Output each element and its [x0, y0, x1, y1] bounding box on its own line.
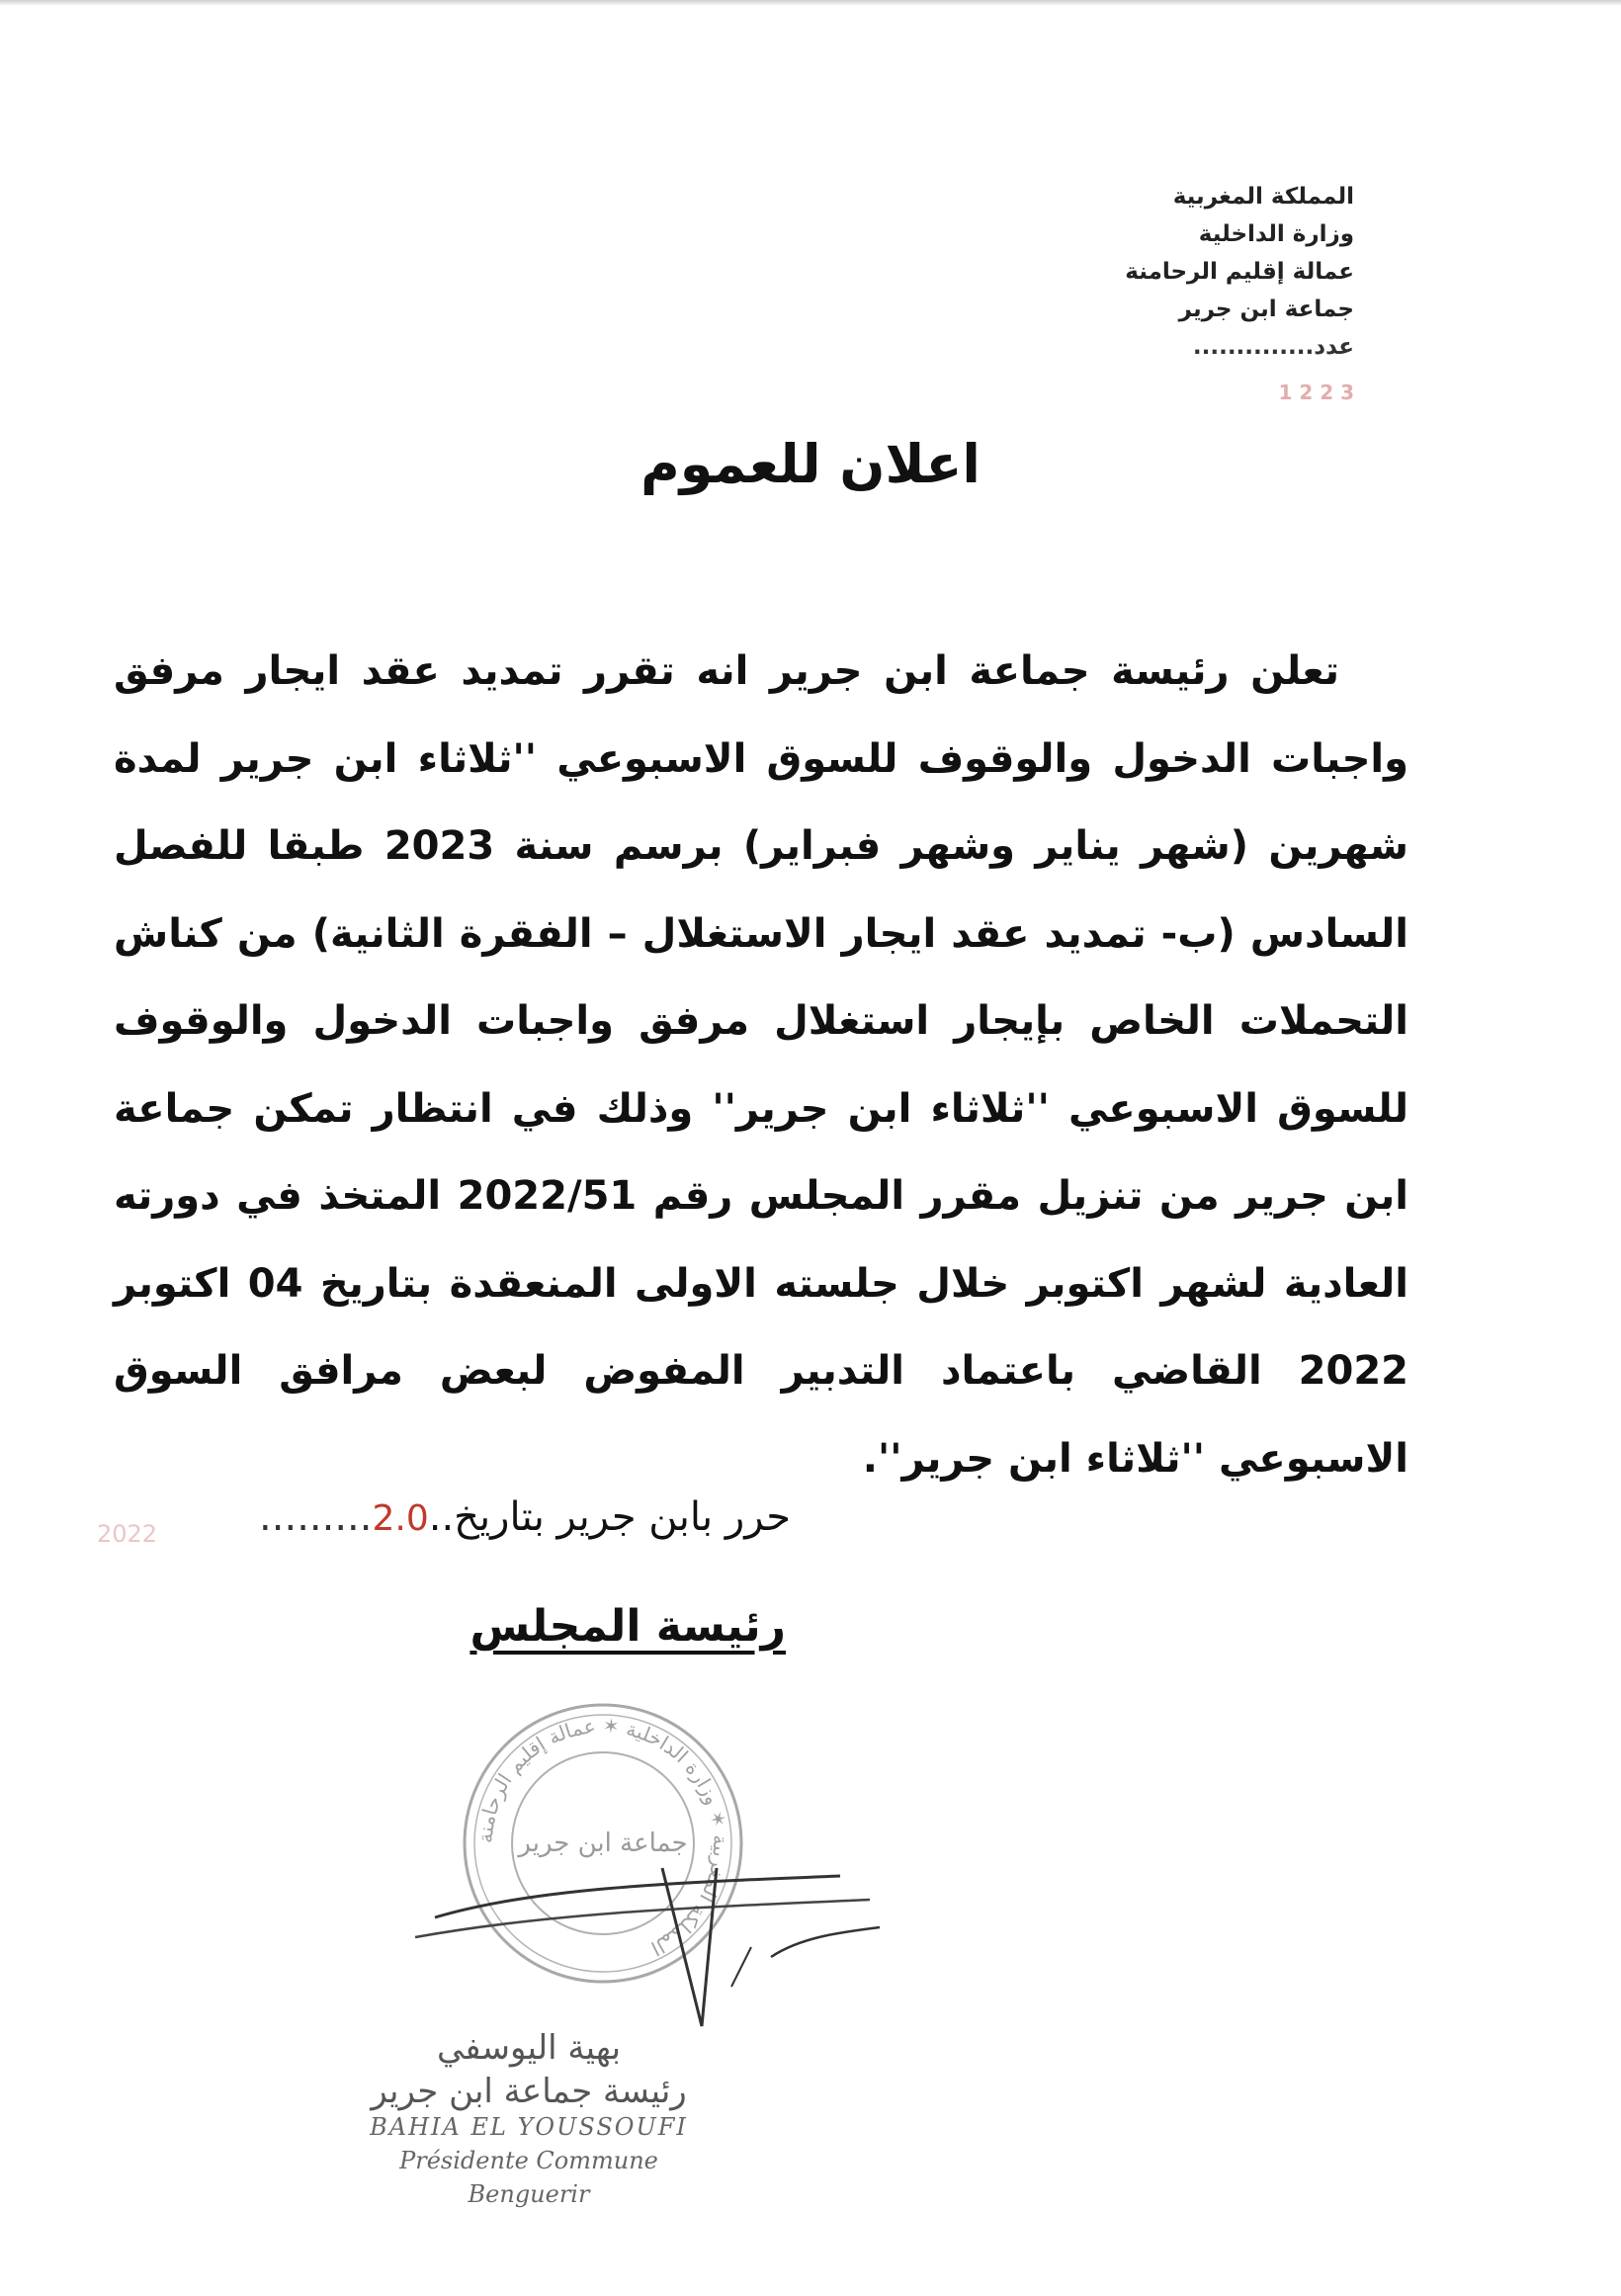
name-stamp [341, 2026, 717, 2113]
announcement-paragraph: تعلن رئيسة جماعة ابن جرير انه تقرر تمديد عقد ايجار مرفق واجبات الدخول والوقوف للسوق الاسبوعي ''ثلاثاء ابن جرير لمدة شهرين (شهر يناير وشهر فبراير) برسم سنة 2023 طبقا للفصل السادس (ب- تمديد عقد ايجار الاستغلال – الفقرة الثانية) من كناش التحملات الخاص بإيجار استغلال مرفق واجبات الدخول والوقوف للسوق الاسبوعي ''ثلاثاء ابن جرير'' وذلك في انتظار تمكن جماعة ابن جرير من تنزيل مقرر المجلس رقم 2022/51 المتخذ في دورته العادية لشهر اكتوبر خلال جلسته الاولى المنعقدة بتاريخ 04 اكتوبر 2022 القاضي باعتماد التدبير المفوض لبعض مرافق السوق الاسبوعي ''ثلاثاء ابن جرير''. [114, 648, 1409, 1482]
scan-edge [0, 0, 1621, 6]
stamp-role-latin: Présidente Commune Benguerir [399, 2147, 658, 2208]
date-dots: ......... [259, 1494, 373, 1540]
stamp-name-latin: BAHIA EL YOUSSOUFI [370, 2113, 688, 2141]
name-stamp-latin [341, 2110, 717, 2211]
date-label: حرر بابن جرير بتاريخ.. [428, 1494, 791, 1540]
signatory-title: رئيسة المجلس [469, 1601, 786, 1652]
kingdom-line: المملكة المغربية [1172, 184, 1354, 210]
commune-line: جماعة ابن جرير [1178, 297, 1354, 322]
page-title: اعلان للعموم [640, 433, 981, 495]
date-stamp-ghost: 2022 [97, 1520, 158, 1548]
prefecture-line: عمالة إقليم الرحامنة [1125, 259, 1354, 285]
date-line [259, 1494, 791, 1540]
seal-ring-text: المملكة المغربية ✶ وزارة الداخلية ✶ عمالة إقليم الرحامنة [472, 1713, 733, 1961]
letterhead [979, 178, 1354, 404]
ministry-line: وزارة الداخلية [1198, 221, 1354, 247]
stamp-role-ar: رئيسة جماعة ابن جرير [371, 2072, 687, 2111]
reference-stamp: 1 2 2 3 [1278, 381, 1354, 404]
reference-number: عدد.............. [1192, 334, 1354, 360]
handwritten-date: 2.0 [372, 1498, 429, 1539]
seal-center-text: جماعة ابن جرير [518, 1828, 688, 1858]
announcement-body [114, 628, 1408, 1502]
stamp-name-ar: بهية اليوسفي [436, 2028, 622, 2068]
